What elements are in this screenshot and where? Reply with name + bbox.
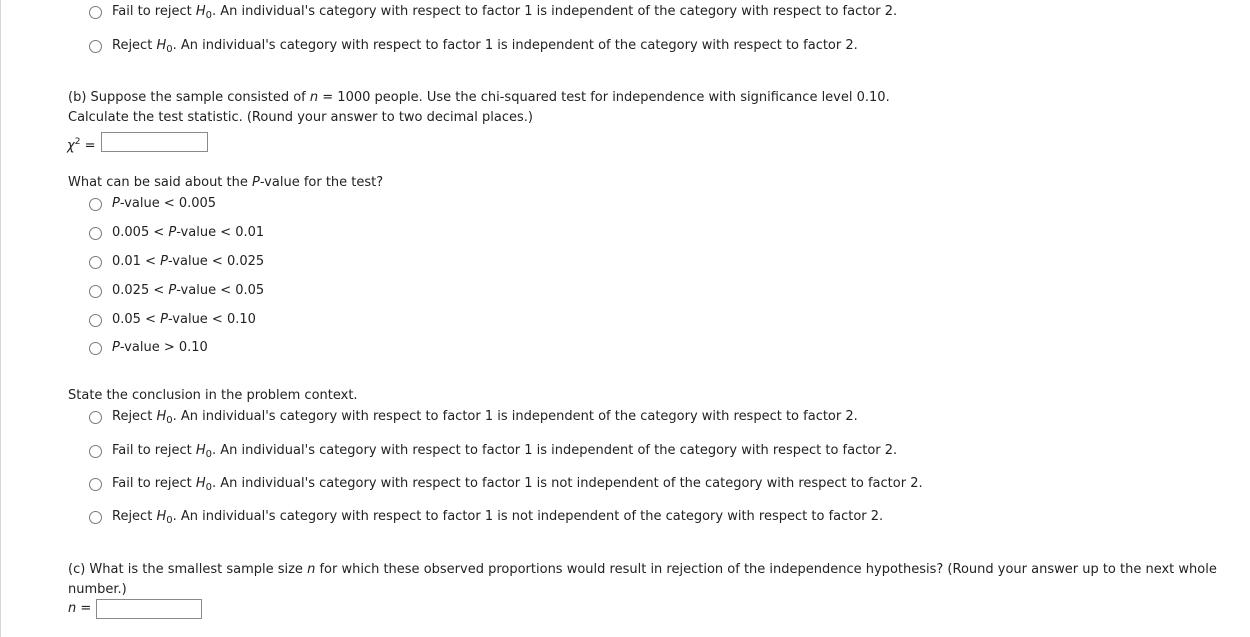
n-variable: n	[309, 90, 319, 105]
chi-squared-input[interactable]	[101, 132, 208, 152]
radio-button[interactable]	[89, 198, 102, 211]
radio-button[interactable]	[89, 314, 102, 327]
chi-squared-label: $\chi^2$ =	[67, 137, 96, 154]
left-border	[0, 0, 1, 637]
option-text: . An individual's category with respect to factor 1 is independent of the category with respect to factor 2.	[212, 3, 898, 19]
h-symbol: H	[195, 3, 206, 19]
conclusion-prompt: State the conclusion in the problem context.	[68, 388, 358, 403]
radio-button[interactable]	[89, 227, 102, 240]
radio-button[interactable]	[89, 285, 102, 298]
radio-button[interactable]	[89, 256, 102, 269]
radio-button[interactable]	[89, 478, 102, 491]
part-c-question: (c) What is the smallest sample size n for which these observed proportions would result in rejection of the independence hypothesis? (Round your answer up to the next whole	[68, 562, 1217, 577]
part-c-question-cont: number.)	[68, 582, 127, 597]
radio-button[interactable]	[89, 411, 102, 424]
pvalue-option-1[interactable]: P-value < 0.005	[89, 195, 216, 213]
pvalue-question: What can be said about the P-value for the test?	[68, 175, 384, 190]
radio-button[interactable]	[89, 6, 102, 19]
conclusion-option-4[interactable]: Reject $H_0$. An individual's category with respect to factor 1 is not independent of the category with respect to factor 2.	[89, 508, 883, 526]
radio-button[interactable]	[89, 445, 102, 458]
pvalue-option-6[interactable]: P-value > 0.10	[89, 339, 208, 357]
conclusion-option-3[interactable]: Fail to reject $H_0$. An individual's category with respect to factor 1 is not independent of the category with respect to factor 2.	[89, 475, 923, 493]
pvalue-option-4[interactable]: 0.025 < P-value < 0.05	[89, 282, 264, 300]
n-label: n =	[68, 601, 92, 616]
radio-button[interactable]	[89, 511, 102, 524]
h-subscript: 0	[166, 43, 173, 55]
option-text: . An individual's category with respect to factor 1 is independent of the category with respect to factor 2.	[172, 37, 858, 53]
part-a-option-reject[interactable]	[89, 37, 858, 55]
option-prefix: Fail to reject	[112, 3, 196, 19]
conclusion-option-2[interactable]: Fail to reject $H_0$. An individual's category with respect to factor 1 is independent of the category with respect to factor 2.	[89, 442, 897, 460]
h-subscript: 0	[205, 9, 212, 21]
pvalue-option-3[interactable]: 0.01 < P-value < 0.025	[89, 253, 264, 271]
pvalue-option-5[interactable]: 0.05 < P-value < 0.10	[89, 311, 256, 329]
sample-size-input[interactable]	[96, 599, 202, 619]
part-a-option-fail-to-reject[interactable]	[89, 3, 897, 21]
h-symbol: H	[156, 37, 167, 53]
radio-button[interactable]	[89, 40, 102, 53]
option-prefix: Reject	[112, 37, 157, 53]
pvalue-option-2[interactable]: 0.005 < P-value < 0.01	[89, 224, 264, 242]
part-b-question: (b) Suppose the sample consisted of n = 1000 people. Use the chi-squared test for independence with significance level 0.10.	[68, 90, 890, 105]
radio-button[interactable]	[89, 342, 102, 355]
conclusion-option-1[interactable]: Reject $H_0$. An individual's category with respect to factor 1 is independent of the category with respect to factor 2.	[89, 408, 858, 426]
part-b-instruction: Calculate the test statistic. (Round your answer to two decimal places.)	[68, 110, 533, 125]
